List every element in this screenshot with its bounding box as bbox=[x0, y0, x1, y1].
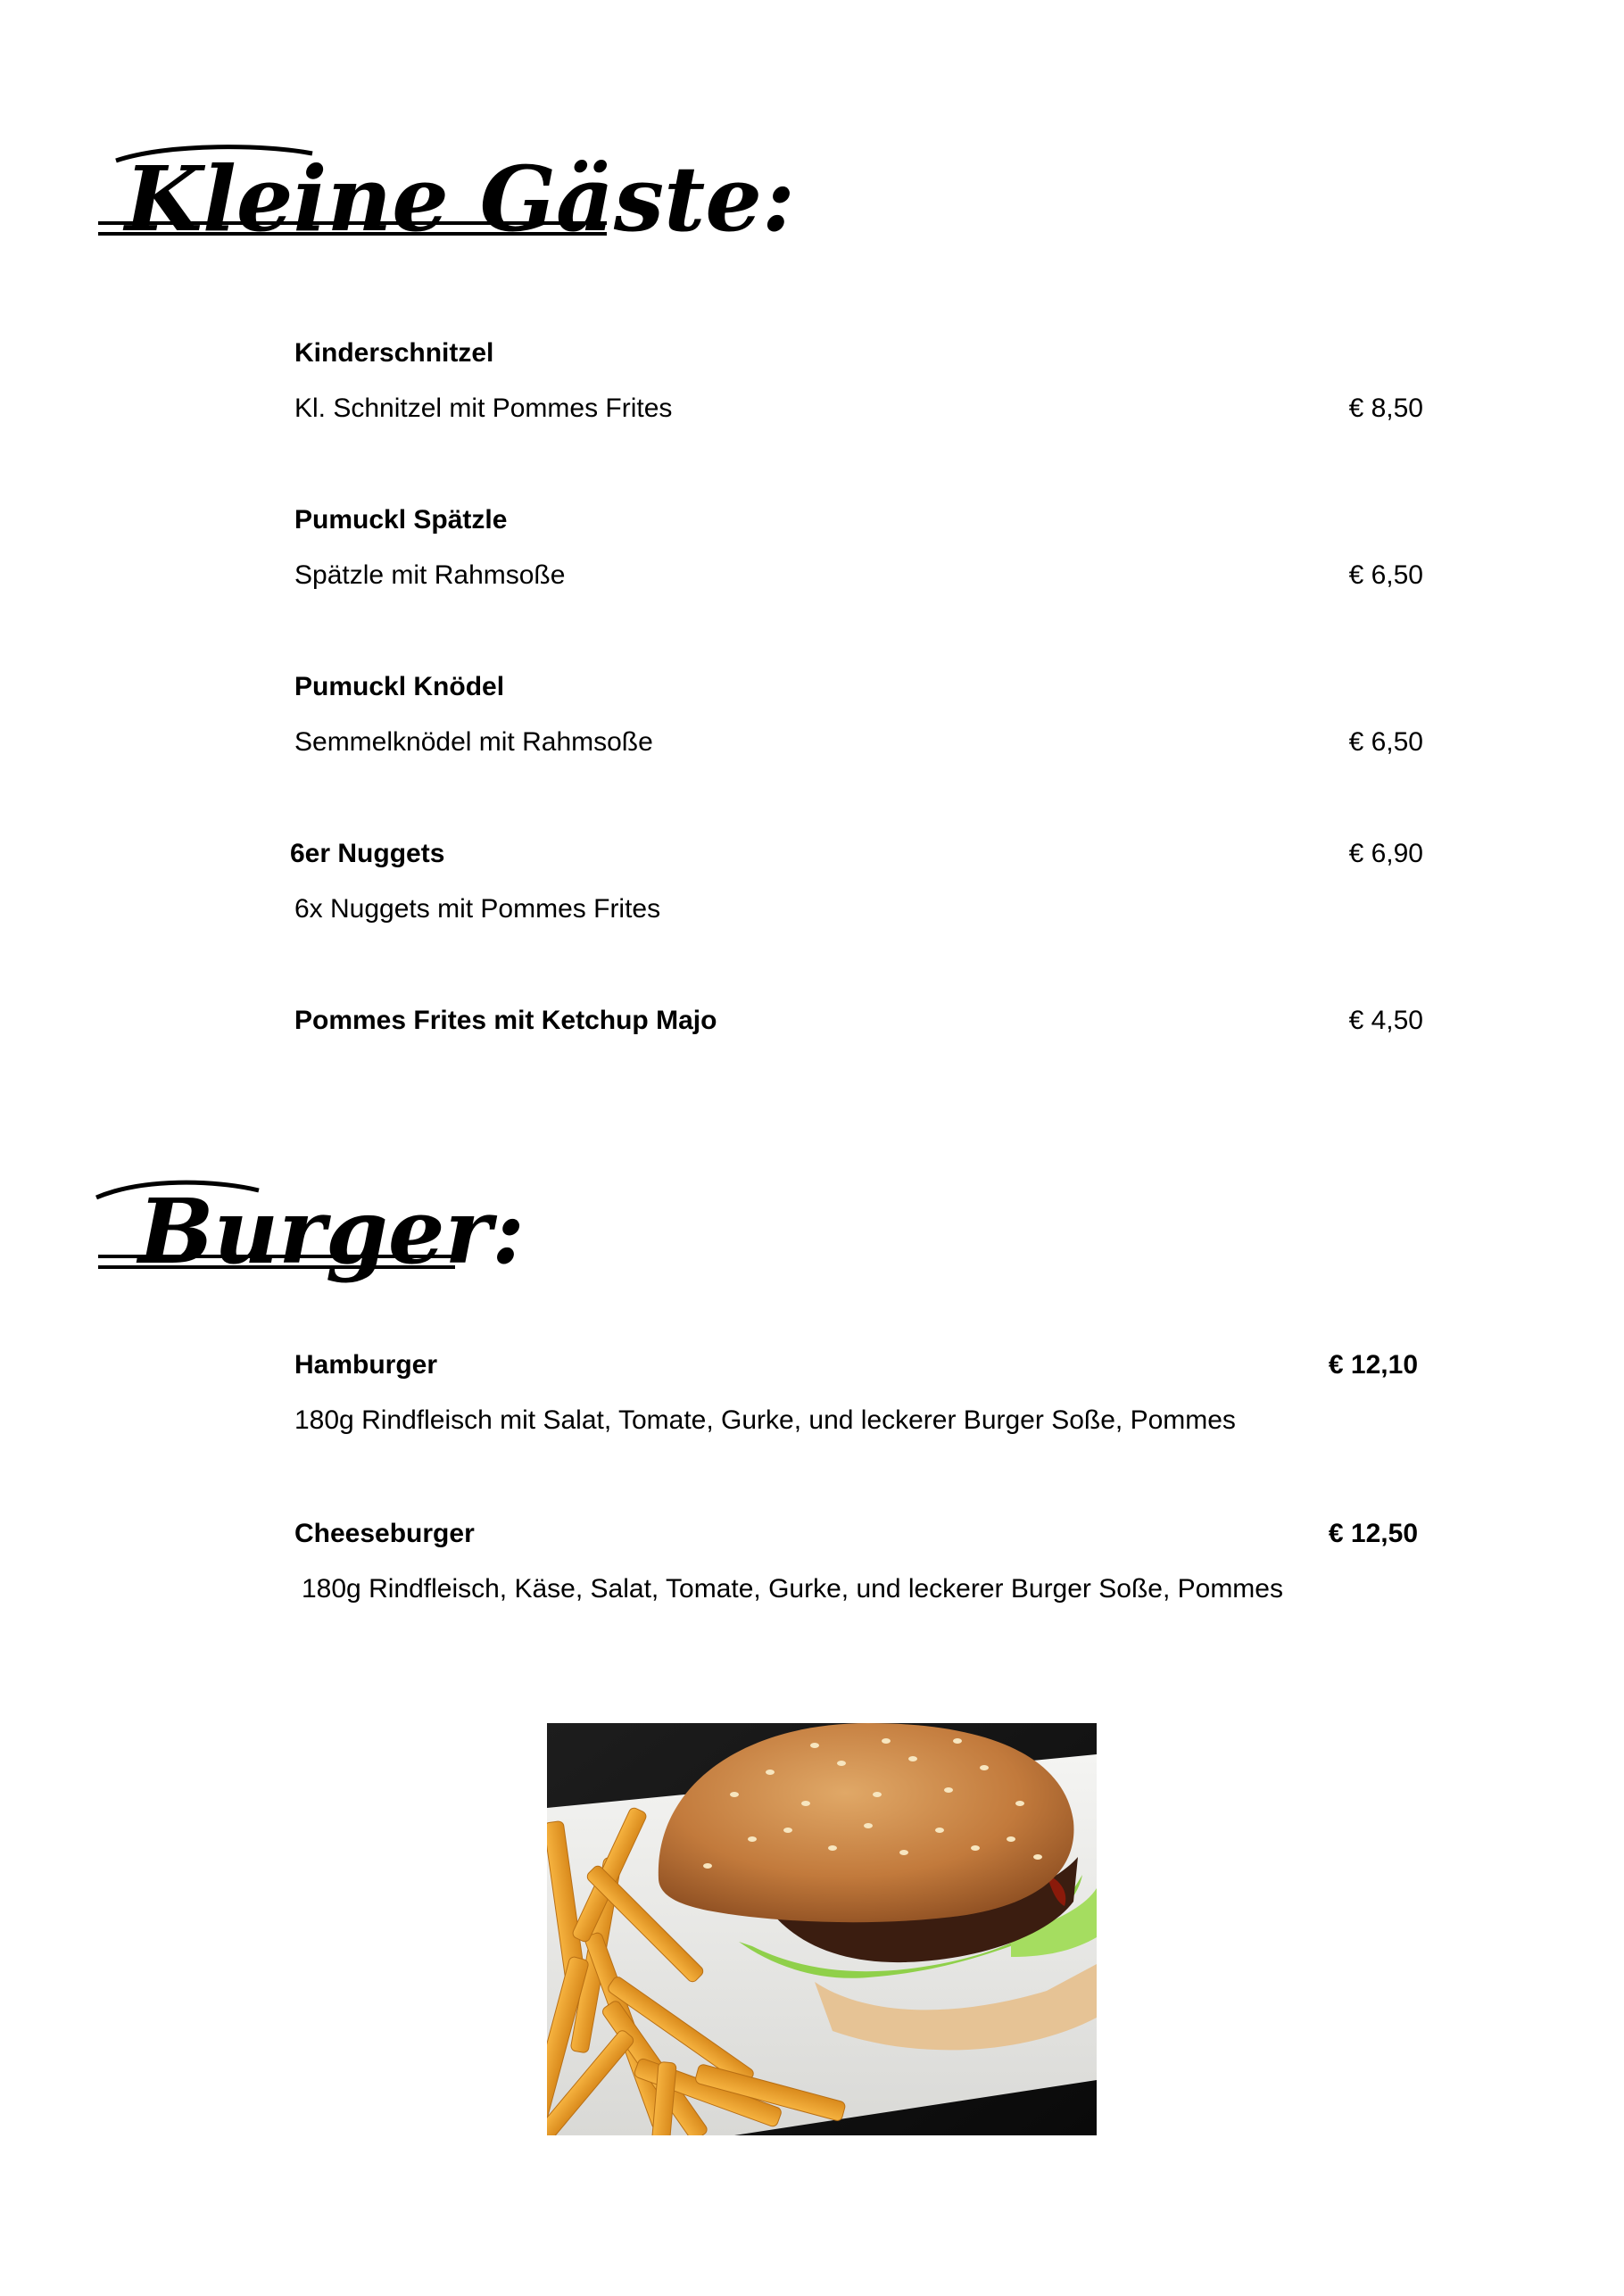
heading-text-kids: Kleine Gäste: bbox=[125, 146, 795, 252]
menu-item-name: Hamburger bbox=[294, 1350, 438, 1380]
menu-item-name: Kinderschnitzel bbox=[294, 338, 494, 368]
menu-item-name: 6er Nuggets bbox=[290, 839, 445, 868]
menu-item-description: 180g Rindfleisch mit Salat, Tomate, Gurke, und leckerer Burger Soße, Pommes bbox=[294, 1405, 1236, 1435]
menu-item-price: € 12,10 bbox=[1328, 1350, 1418, 1380]
menu-item-description: Kl. Schnitzel mit Pommes Frites bbox=[294, 394, 673, 423]
section-heading-kids bbox=[89, 134, 795, 286]
menu-item-price: € 4,50 bbox=[1348, 1006, 1423, 1035]
burger-with-fries-photo bbox=[547, 1723, 1097, 2135]
menu-item-price: € 6,50 bbox=[1348, 560, 1423, 590]
menu-item-name: Pommes Frites mit Ketchup Majo bbox=[294, 1006, 717, 1035]
menu-item-name: Pumuckl Knödel bbox=[294, 672, 505, 701]
menu-item-price: € 6,50 bbox=[1348, 727, 1423, 757]
menu-item-price: € 12,50 bbox=[1328, 1519, 1418, 1548]
menu-item-description: 6x Nuggets mit Pommes Frites bbox=[294, 894, 661, 924]
menu-item-price: € 8,50 bbox=[1348, 394, 1423, 423]
menu-item-name: Cheeseburger bbox=[294, 1519, 475, 1548]
menu-item-description: Semmelknödel mit Rahmsoße bbox=[294, 727, 653, 757]
menu-item-description: 180g Rindfleisch, Käse, Salat, Tomate, Gurke, und leckerer Burger Soße, Pommes bbox=[302, 1574, 1283, 1604]
menu-item-description: Spätzle mit Rahmsoße bbox=[294, 560, 566, 590]
menu-item-name: Pumuckl Spätzle bbox=[294, 505, 508, 535]
menu-item-price: € 6,90 bbox=[1348, 839, 1423, 868]
heading-text-burger: Burger: bbox=[138, 1179, 526, 1284]
section-heading-burger bbox=[89, 1160, 526, 1312]
